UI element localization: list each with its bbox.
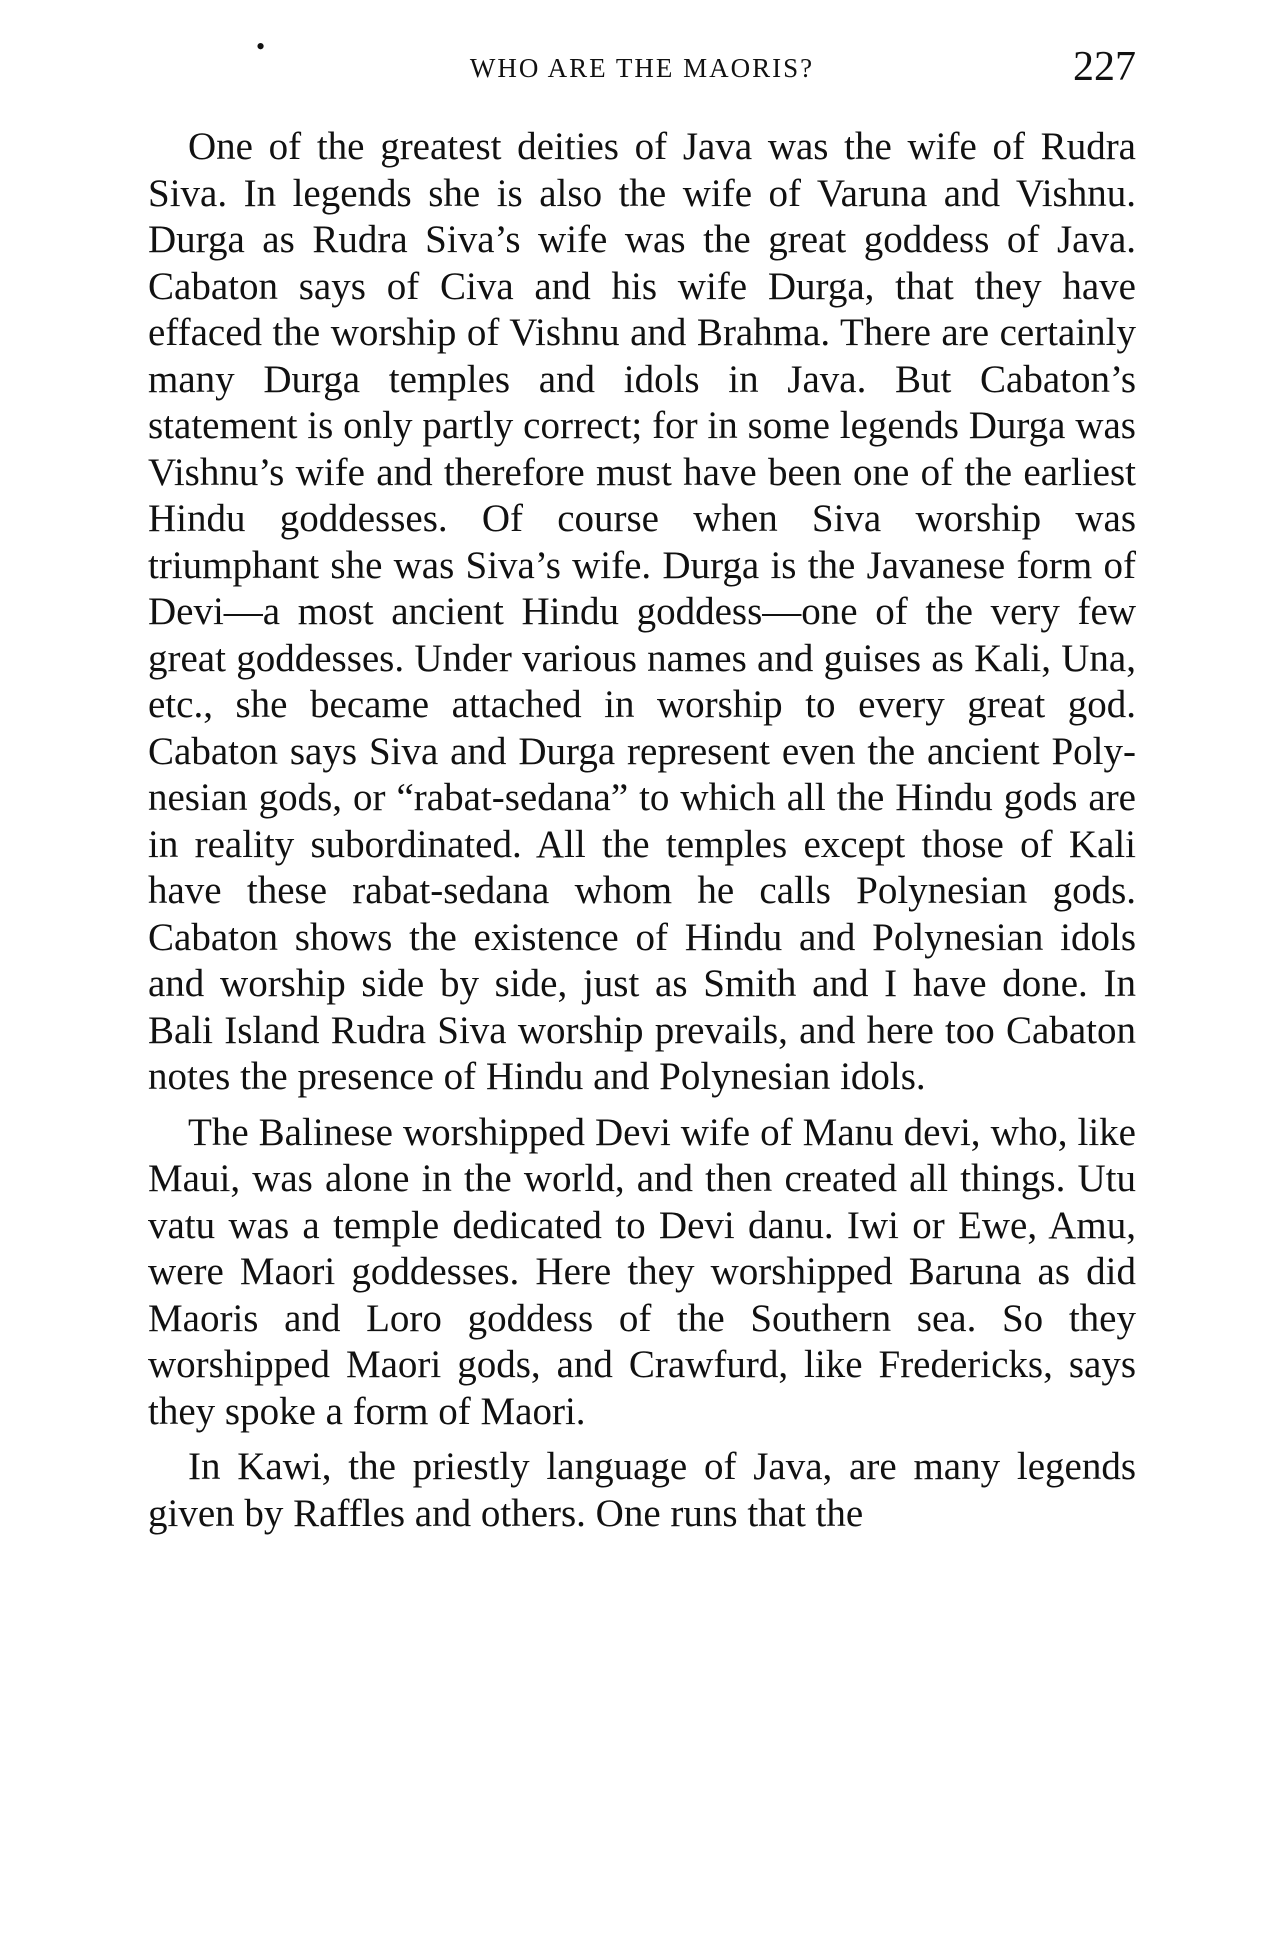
paragraph-kawi: In Kawi, the priestly language of Java, are many legends given by Raffles and others. One runs that the — [148, 1445, 1136, 1535]
paragraph-durga: One of the greatest deities of Java was the wife of Rudra Siva. In legends she is also the wife of Varuna and Vishnu. Durga as Rudra Siva’s wife was the great goddess of Java. Cabaton says of Civa and his wife Durga, that they have effaced the worship of Vishnu and Brahma. There are certainly many Durga temples and idols in Java. But Cabaton’s statement is only partly correct; for in some legends Durga was Vishnu’s wife and therefore must have been one of the earliest Hindu goddesses. Of course when Siva worship was triumphant she was Siva’s wife. Durga is the Javanese form of Devi—a most ancient Hindu goddess—one of the very few great goddesses. Under various names and guises as Kali, Una, etc., she became attached in worship to every great god. Cabaton says Siva and Durga represent even the ancient Polynesian gods, or “rabat-sedana” to which all the Hindu gods are in reality subordinated. All the temples except those of Kali have these rabat-sedana whom he calls Polynesian gods. Cabaton shows the existence of Hindu and Polynesian idols and worship side by side, just as Smith and I have done. In Bali Island Rudra Siva worship prevails, and here too Cabaton notes the presence of Hindu and Polynesian idols. — [148, 125, 1136, 1098]
running-title: WHO ARE THE MAORIS? — [469, 53, 815, 83]
printer-mark: • — [256, 32, 266, 61]
paragraph-balinese: The Balinese worshipped Devi wife of Manu devi, who, like Maui, was alone in the world, and then created all things. Utu vatu was a temple dedicated to Devi danu. Iwi or Ewe, Amu, were Maori goddesses. Here they worshipped Baruna as did Maoris and Loro goddess of the Southern sea. So they worshipped Maori gods, and Crawfurd, like Fredericks, says they spoke a form of Maori. — [148, 1110, 1136, 1433]
body-text — [148, 124, 1136, 1537]
page-number: 227 — [1073, 44, 1136, 90]
running-head — [148, 32, 1136, 102]
